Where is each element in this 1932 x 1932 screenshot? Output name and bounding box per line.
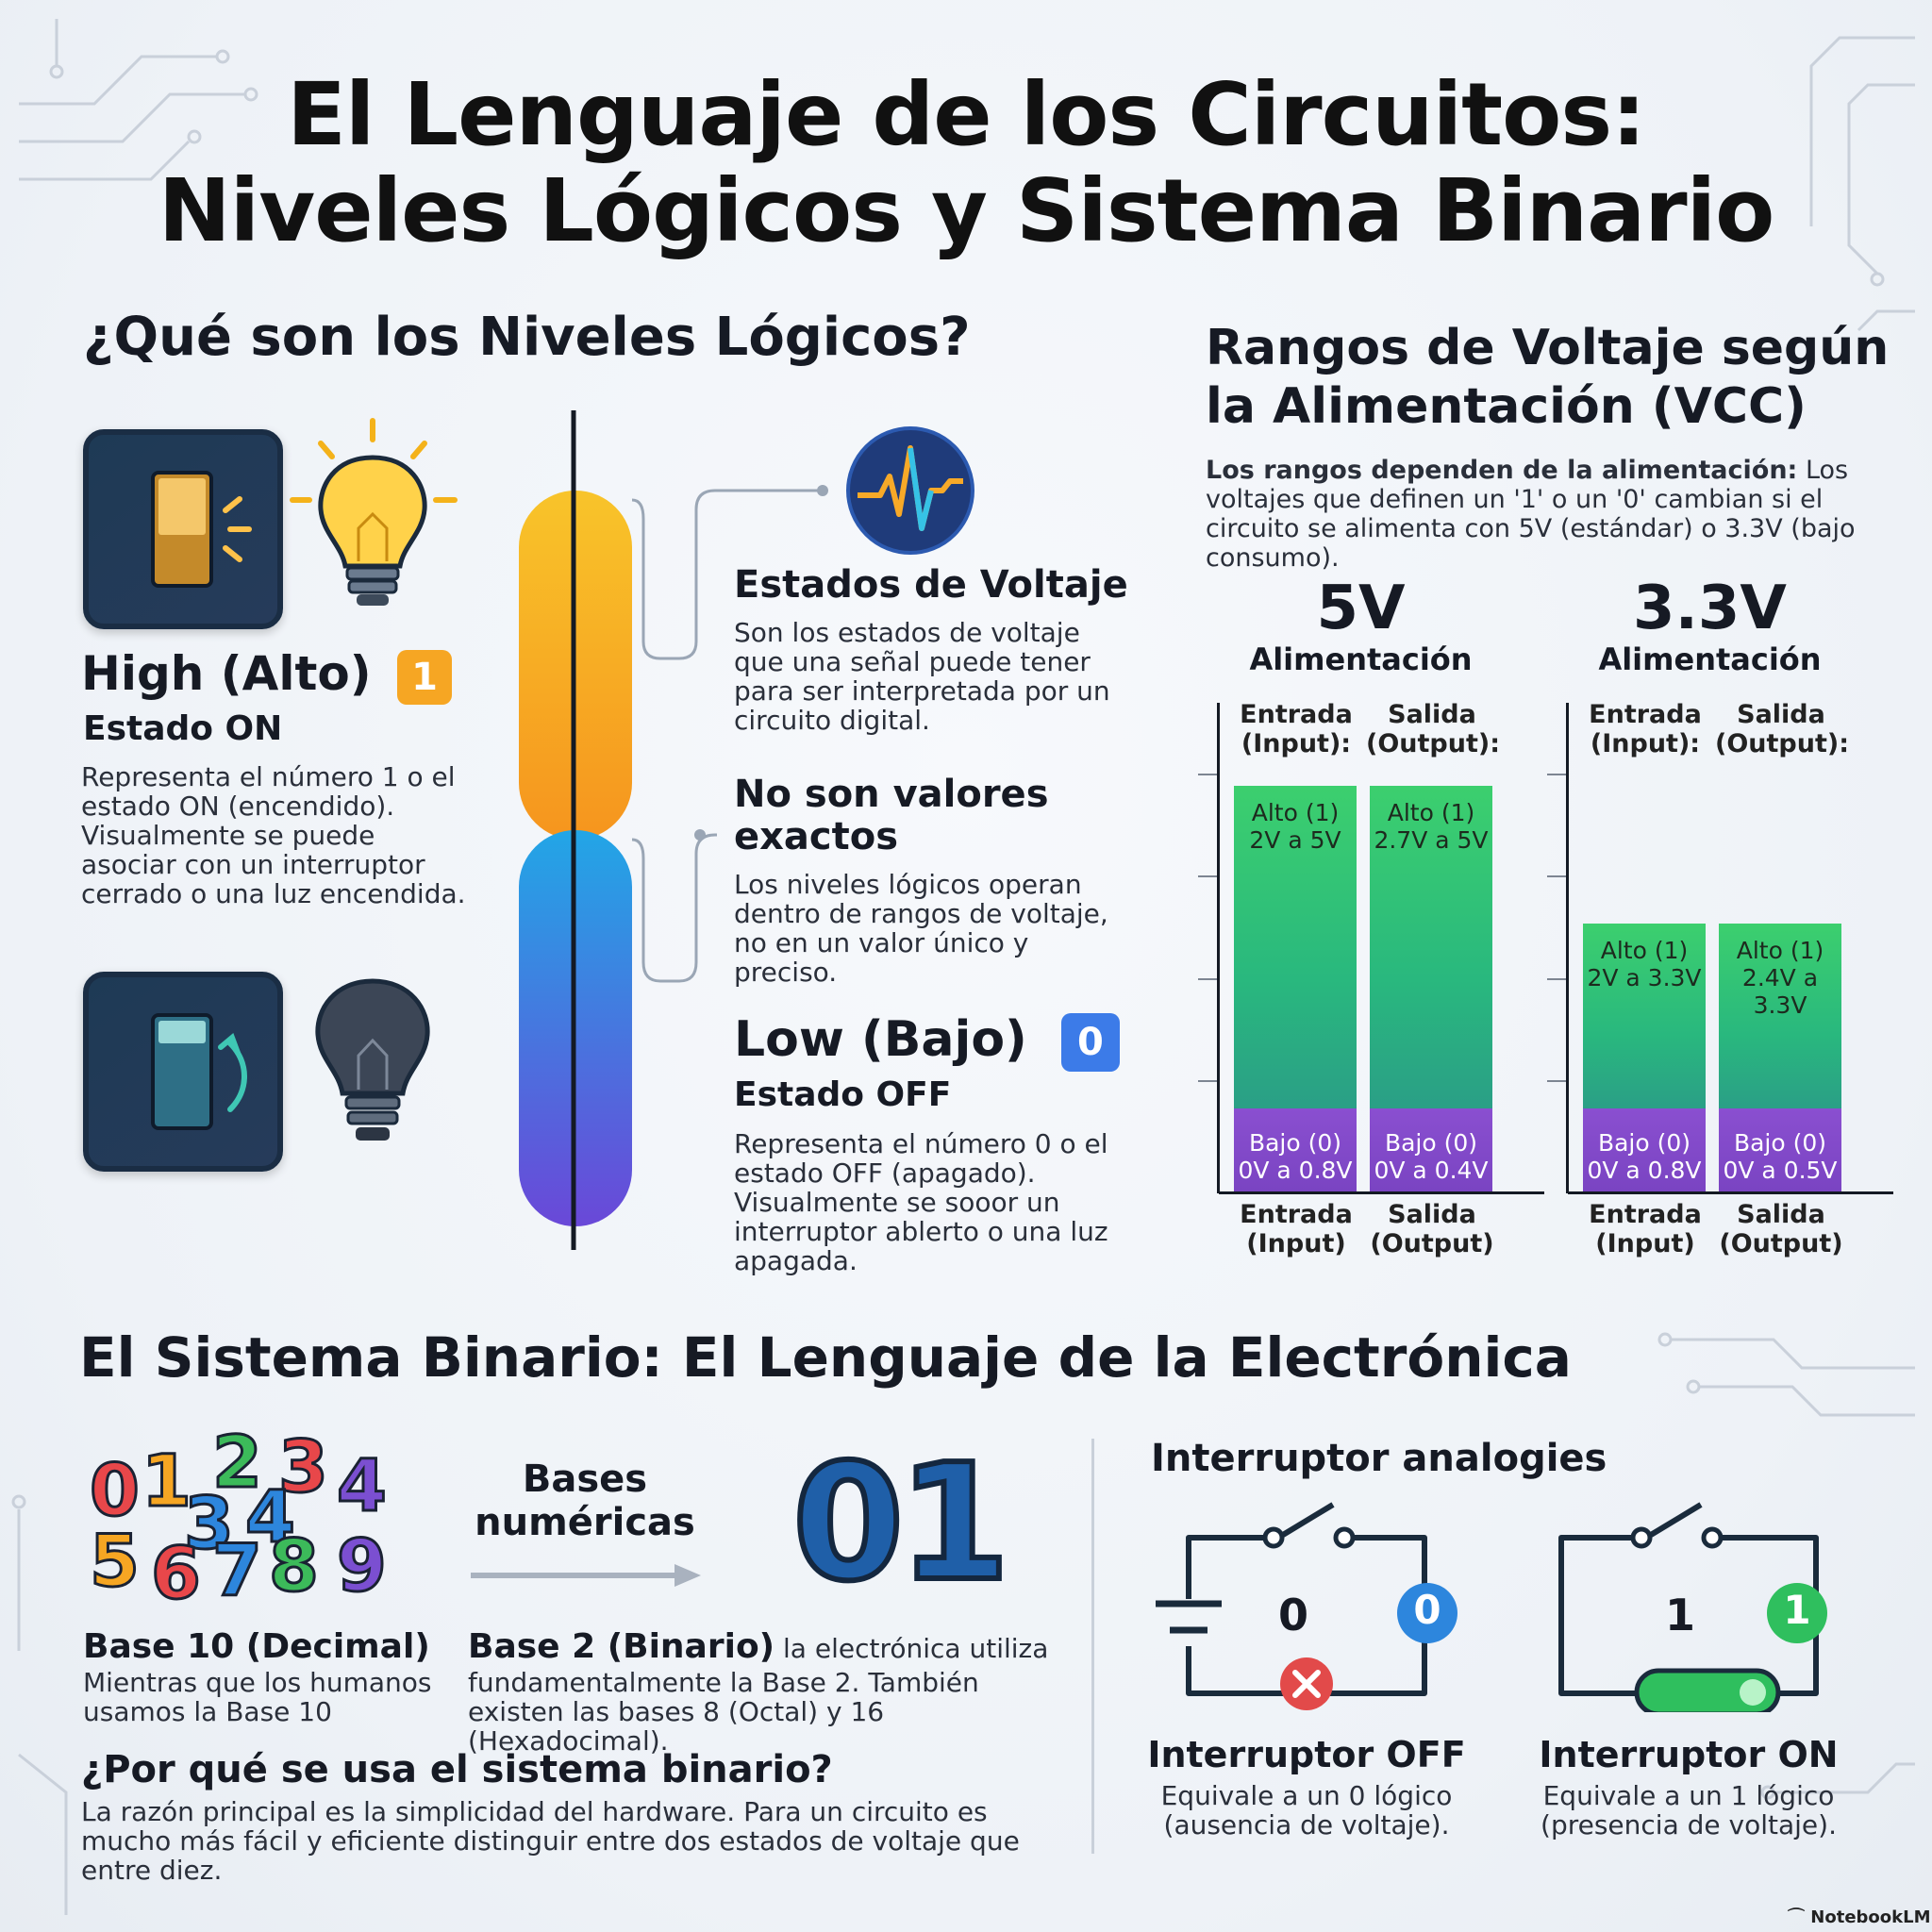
- switch-off-badge: 0: [1413, 1587, 1441, 1633]
- decimal-digit: 7: [212, 1528, 262, 1612]
- supply-5v-output-head: Salida (Output):: [1366, 700, 1501, 758]
- supply-5v-panel: [1198, 575, 1547, 1274]
- range-high-segment: [1583, 924, 1706, 1108]
- lightbulb-on-icon: [283, 415, 462, 623]
- supply-3v3-input-foot: Entrada (Input): [1589, 1200, 1702, 1258]
- range-high-segment: [1719, 924, 1841, 1108]
- voltage-states-title: Estados de Voltaje: [734, 563, 1128, 607]
- supply-5v-voltage: 5V: [1316, 574, 1406, 643]
- voltage-ranges-intro: Los rangos dependen de la alimentación: Los voltajes que definen un '1' o un '0' cambian si el circuito se alimenta con 5V (estándar) o 3.3V (bajo consumo).: [1206, 456, 1856, 573]
- range-high-segment: [1370, 786, 1492, 1108]
- supply-5v-input-foot: Entrada (Input): [1240, 1200, 1353, 1258]
- range-high-label: Alto (1) 2V a 3.3V: [1587, 937, 1702, 992]
- decimal-digit: 3: [278, 1424, 328, 1508]
- waveform-icon: [844, 425, 976, 557]
- range-low-segment: [1370, 1108, 1492, 1191]
- range-high-label: Alto (1) 2V a 5V: [1249, 799, 1341, 854]
- supply-5v-label: Alimentación: [1249, 641, 1473, 677]
- switch-on-digit: 1: [1665, 1590, 1696, 1641]
- switch-on-title: Interruptor ON: [1539, 1734, 1839, 1775]
- high-subtitle: Estado ON: [83, 709, 283, 748]
- decimal-digit: 9: [337, 1524, 387, 1607]
- brand-name: NotebookLM: [1810, 1907, 1931, 1927]
- range-low-segment: [1719, 1108, 1841, 1191]
- range-low-label: Bajo (0) 0V a 0.5V: [1723, 1128, 1838, 1184]
- supply-3v3-label: Alimentación: [1598, 641, 1822, 677]
- base10-title: Base 10 (Decimal): [83, 1627, 430, 1666]
- range-low-segment: [1583, 1108, 1706, 1191]
- range-high-label: Alto (1) 2.4V a 3.3V: [1736, 937, 1824, 1020]
- high-title: High (Alto) 1: [81, 646, 452, 705]
- supply-5v-output-bar: [1370, 786, 1492, 1191]
- supply-5v-input-head: Entrada (Input):: [1240, 700, 1353, 758]
- low-description: Representa el número 0 o el estado OFF (apagado). Visualmente se sooor un interruptor ablerto o una luz apagada.: [734, 1128, 1108, 1276]
- high-description: Representa el número 1 o el estado ON (encendido). Visualmente se puede asociar con un interruptor cerrado o una luz encendida.: [81, 761, 466, 909]
- supply-3v3-output-bar: [1719, 924, 1841, 1191]
- switch-on-badge: 1: [1783, 1587, 1811, 1633]
- switch-on-icon: [89, 435, 277, 624]
- decimal-digit: 6: [151, 1531, 201, 1615]
- decimal-digit: 4: [245, 1474, 295, 1558]
- range-low-label: Bajo (0) 0V a 0.8V: [1587, 1128, 1702, 1184]
- binary-digits-graphic: [792, 1430, 1005, 1617]
- not-exact-title: No son valores exactos: [734, 773, 1049, 858]
- range-low-label: Bajo (0) 0V a 0.4V: [1374, 1129, 1489, 1184]
- decimal-digit: 1: [142, 1439, 192, 1523]
- lightbulb-off-icon: [307, 976, 439, 1165]
- high-badge: 1: [397, 650, 452, 705]
- page-subtitle: Niveles Lógicos y Sistema Binario: [158, 160, 1774, 261]
- why-binary-description: La razón principal es la simplicidad del hardware. Para un circuito es mucho más fácil y eficiente distinguir entre dos estados de voltaje que entre diez.: [81, 1796, 1020, 1886]
- decimal-digit: 2: [212, 1420, 262, 1504]
- supply-5v-input-bar: [1234, 786, 1357, 1191]
- supply-3v3-input-head: Entrada (Input):: [1589, 700, 1702, 758]
- not-exact-description: Los niveles lógicos operan dentro de rangos de voltaje, no en un valor único y preciso.: [734, 869, 1108, 988]
- binary-digits-text: 01: [792, 1430, 1005, 1617]
- low-title: Low (Bajo) 0: [734, 1011, 1120, 1072]
- supply-3v3-output-foot: Salida (Output): [1719, 1200, 1843, 1258]
- base2-description: fundamentalmente la Base 2. También existen las bases 8 (Octal) y 16 (Hexadocimal).: [468, 1667, 979, 1757]
- logic-levels-heading: ¿Qué son los Niveles Lógicos?: [83, 307, 971, 368]
- binary-heading: El Sistema Binario: El Lenguaje de la Electrónica: [79, 1325, 1572, 1390]
- decimal-digit: 3: [184, 1481, 234, 1565]
- why-binary-title: ¿Por qué se usa el sistema binario?: [81, 1748, 833, 1791]
- base2-title: Base 2 (Binario): [468, 1627, 775, 1666]
- switch-off-icon: [89, 977, 277, 1166]
- decimal-digit: 0: [90, 1448, 140, 1532]
- voltage-ranges-heading: Rangos de Voltaje según la Alimentación (VCC): [1206, 320, 1890, 435]
- brand-footer: [1788, 1904, 1931, 1928]
- analogies-heading: Interruptor analogies: [1151, 1437, 1607, 1480]
- range-low-label: Bajo (0) 0V a 0.8V: [1238, 1129, 1353, 1184]
- switch-off-tile: [83, 972, 283, 1172]
- range-high-segment: [1234, 786, 1357, 1108]
- page-title: El Lenguaje de los Circuitos:: [287, 64, 1645, 165]
- supply-3v3-output-head: Salida (Output):: [1715, 700, 1850, 758]
- switch-off-digit: 0: [1278, 1590, 1309, 1641]
- decimal-digit: 4: [337, 1443, 387, 1527]
- range-low-segment: [1234, 1108, 1357, 1191]
- decimal-digits-cluster: [90, 1420, 415, 1613]
- voltage-states-description: Son los estados de voltaje que una señal puede tener para ser interpretada por un circuito digital.: [734, 617, 1110, 736]
- supply-3v3-panel: [1547, 575, 1896, 1274]
- low-badge: 0: [1061, 1013, 1120, 1072]
- notebook-icon: ⌒: [1788, 1907, 1805, 1927]
- low-subtitle: Estado OFF: [734, 1075, 952, 1114]
- supply-5v-output-foot: Salida (Output): [1370, 1200, 1494, 1258]
- decimal-digit: 8: [269, 1524, 319, 1607]
- base10-description: Mientras que los humanos usamos la Base 10: [83, 1667, 432, 1727]
- switch-off-title: Interruptor OFF: [1147, 1734, 1466, 1775]
- bases-label: Bases numéricas: [475, 1457, 695, 1544]
- logic-level-bar: [509, 410, 641, 1250]
- supply-3v3-input-bar: [1583, 924, 1706, 1191]
- decimal-digit: 5: [90, 1519, 140, 1603]
- arrow-right-icon: [467, 1561, 708, 1590]
- section-divider: [1091, 1439, 1094, 1854]
- base2-block: Base 2 (Binario) la electrónica utiliza fundamentalmente la Base 2. También existen las bases 8 (Octal) y 16 (Hexadocimal).: [468, 1627, 1072, 1756]
- switch-off-description: Equivale a un 0 lógico (ausencia de voltaje).: [1160, 1780, 1453, 1840]
- supply-3v3-voltage: 3.3V: [1633, 574, 1787, 643]
- switch-on-description: Equivale a un 1 lógico (presencia de voltaje).: [1541, 1780, 1837, 1840]
- switch-on-tile: [83, 429, 283, 629]
- range-high-label: Alto (1) 2.7V a 5V: [1374, 799, 1489, 854]
